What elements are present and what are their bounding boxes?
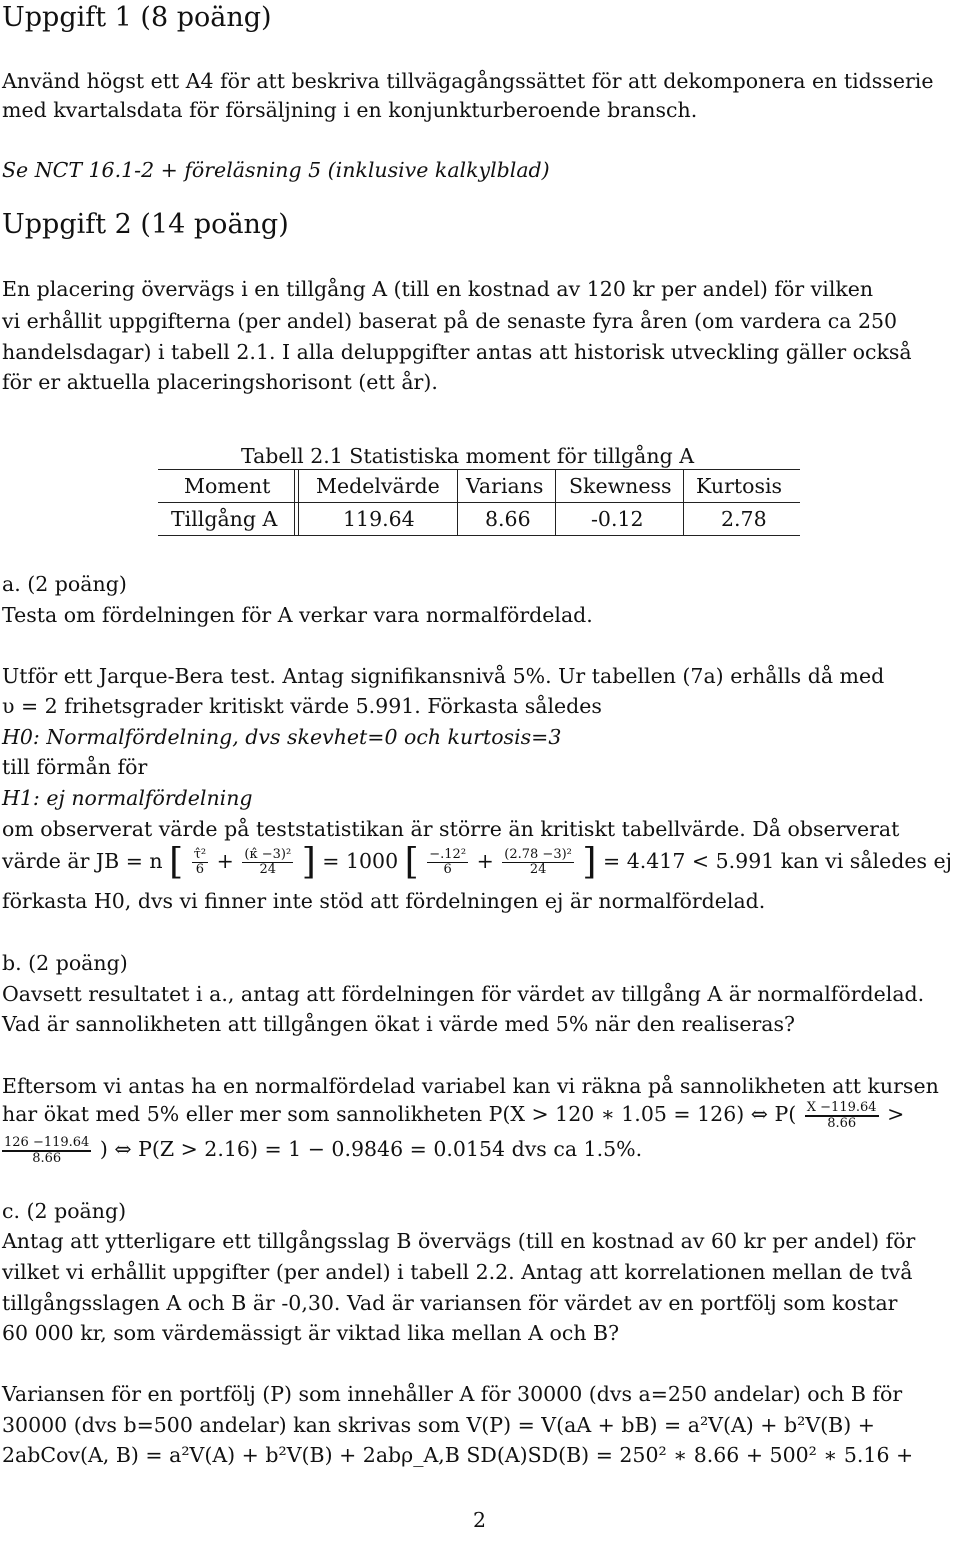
denominator: 24 (529, 862, 547, 877)
table-cell: Tillgång A (171, 507, 278, 531)
page-number: 2 (473, 1508, 487, 1532)
numerator: 126 −119.64 (4, 1134, 90, 1150)
subtask-label-b: b. (2 poäng) (2, 951, 128, 975)
question-line: Vad är sannolikheten att tillgången ökat i värde med 5% när den realiseras? (2, 1012, 796, 1036)
question-line: vilket vi erhållit uppgifter (per andel) i tabell 2.2. Antag att korrelationen mellan de två (2, 1260, 913, 1284)
numerator: τ̂² (193, 847, 207, 862)
table-vrule (555, 469, 556, 535)
answer-line: Variansen för en portfölj (P) som innehåller A för 30000 (dvs a=250 andelar) och B för (2, 1382, 903, 1406)
table-rule-bottom (158, 535, 800, 536)
numerator: (2.78 −3)² (504, 847, 572, 862)
formula-text: har ökat med 5% eller mer som sannolikheten P(X > 120 ∗ 1.05 = 126) ⇔ P( (2, 1102, 797, 1126)
heading-uppgift-1: Uppgift 1 (8 poäng) (2, 2, 272, 33)
fraction (502, 848, 574, 877)
denominator: 6 (195, 862, 205, 877)
answer-line: 30000 (dvs b=500 andelar) kan skrivas som V(P) = V(aA + bB) = a²V(A) + b²V(B) + (2, 1413, 875, 1437)
table-cell: 2.78 (721, 507, 767, 531)
table-header: Varians (466, 474, 544, 498)
formula-text: = 4.417 < 5.991 kan vi således ej (603, 849, 953, 873)
answer-line: till förmån för (2, 755, 148, 779)
paragraph-line: vi erhållit uppgifterna (per andel) baserat på de senaste fyra åren (om vardera ca 250 (2, 309, 898, 333)
heading-uppgift-2: Uppgift 2 (14 poäng) (2, 209, 289, 240)
table-header: Moment (184, 474, 271, 498)
question-line: 60 000 kr, som värdemässigt är viktad lika mellan A och B? (2, 1321, 620, 1345)
paragraph-line: med kvartalsdata för försäljning i en konjunkturberoende bransch. (2, 98, 698, 122)
paragraph-line: En placering övervägs i en tillgång A (till en kostnad av 120 kr per andel) för vilken (2, 277, 874, 301)
answer-line: υ = 2 frihetsgrader kritiskt värde 5.991. Förkasta således (2, 694, 602, 718)
subtask-label-c: c. (2 poäng) (2, 1199, 127, 1223)
table-rule-top (158, 469, 800, 470)
question-line: Antag att ytterligare ett tillgångsslag B övervägs (till en kostnad av 60 kr per andel) för (2, 1229, 916, 1253)
answer-line: om observerat värde på teststatistikan är större än kritiskt tabellvärde. Då observerat (2, 817, 900, 841)
table-vrule (298, 469, 299, 535)
paragraph-line: Använd högst ett A4 för att beskriva tillvägagångssättet för att dekomponera en tidsserie (2, 69, 934, 93)
denominator: 8.66 (805, 1116, 879, 1131)
question-line: Oavsett resultatet i a., antag att fördelningen för värdet av tillgång A är normalfördelad. (2, 982, 925, 1006)
answer-line: Eftersom vi antas ha en normalfördelad variabel kan vi räkna på sannolikheten att kursen (2, 1074, 939, 1098)
fraction (427, 848, 468, 877)
numerator: X −119.64 (806, 1099, 877, 1115)
table-cell: 8.66 (485, 507, 531, 531)
operator-plus: + (476, 849, 494, 873)
formula-text: ) ⇔ P(Z > 2.16) = 1 − 0.9846 = 0.0154 dvs ca 1.5%. (99, 1137, 643, 1161)
table-cell: 119.64 (343, 507, 415, 531)
formula-text: värde är JB = n (2, 849, 163, 873)
formula-text: = 1000 (322, 849, 399, 873)
probability-formula (2, 1099, 904, 1131)
reference-line: Se NCT 16.1-2 + föreläsning 5 (inklusive kalkylblad) (2, 158, 550, 182)
bracket-open: [ (169, 841, 184, 883)
bracket-close: ] (301, 841, 316, 883)
question-line: tillgångsslagen A och B är -0,30. Vad är variansen för värdet av en portfölj som kostar (2, 1291, 898, 1315)
paragraph-line: handelsdagar) i tabell 2.1. I alla deluppgifter antas att historisk utveckling gäller också (2, 340, 912, 364)
bracket-close: ] (582, 841, 597, 883)
numerator: (κ̂ −3)² (244, 847, 292, 862)
numerator: −.12² (429, 847, 467, 862)
fraction (2, 1136, 91, 1166)
question-line: Testa om fördelningen för A verkar vara normalfördelad. (2, 603, 593, 627)
table-caption: Tabell 2.1 Statistiska moment för tillgång A (241, 444, 695, 468)
denominator: 8.66 (2, 1151, 91, 1166)
operator-plus: + (216, 849, 234, 873)
bracket-open: [ (404, 841, 419, 883)
answer-line: Utför ett Jarque-Bera test. Antag signifikansnivå 5%. Ur tabellen (7a) erhålls då med (2, 664, 885, 688)
formula-text: > (887, 1102, 905, 1126)
probability-formula-cont (2, 1134, 642, 1166)
answer-line: 2abCov(A, B) = a²V(A) + b²V(B) + 2abρ_A,B SD(A)SD(B) = 250² ∗ 8.66 + 500² ∗ 5.16 + (2, 1443, 914, 1467)
table-vrule (683, 469, 684, 535)
paragraph-line: för er aktuella placeringshorisont (ett år). (2, 370, 438, 394)
table-header: Medelvärde (316, 474, 440, 498)
subtask-label-a: a. (2 poäng) (2, 572, 127, 596)
table-rule-mid (158, 502, 800, 503)
hypothesis-h1: H1: ej normalfördelning (2, 786, 253, 810)
table-header: Skewness (569, 474, 672, 498)
fraction (242, 848, 293, 877)
jb-formula (2, 841, 953, 883)
fraction (805, 1101, 879, 1131)
table-header: Kurtosis (696, 474, 783, 498)
answer-line: förkasta H0, dvs vi finner inte stöd att fördelningen ej är normalfördelad. (2, 889, 766, 913)
table-vrule (457, 469, 458, 535)
hypothesis-h0: H0: Normalfördelning, dvs skevhet=0 och kurtosis=3 (2, 725, 562, 749)
table-cell: -0.12 (591, 507, 644, 531)
fraction (192, 848, 208, 877)
denominator: 6 (443, 862, 452, 877)
table-vrule (294, 469, 295, 535)
denominator: 24 (259, 862, 277, 877)
